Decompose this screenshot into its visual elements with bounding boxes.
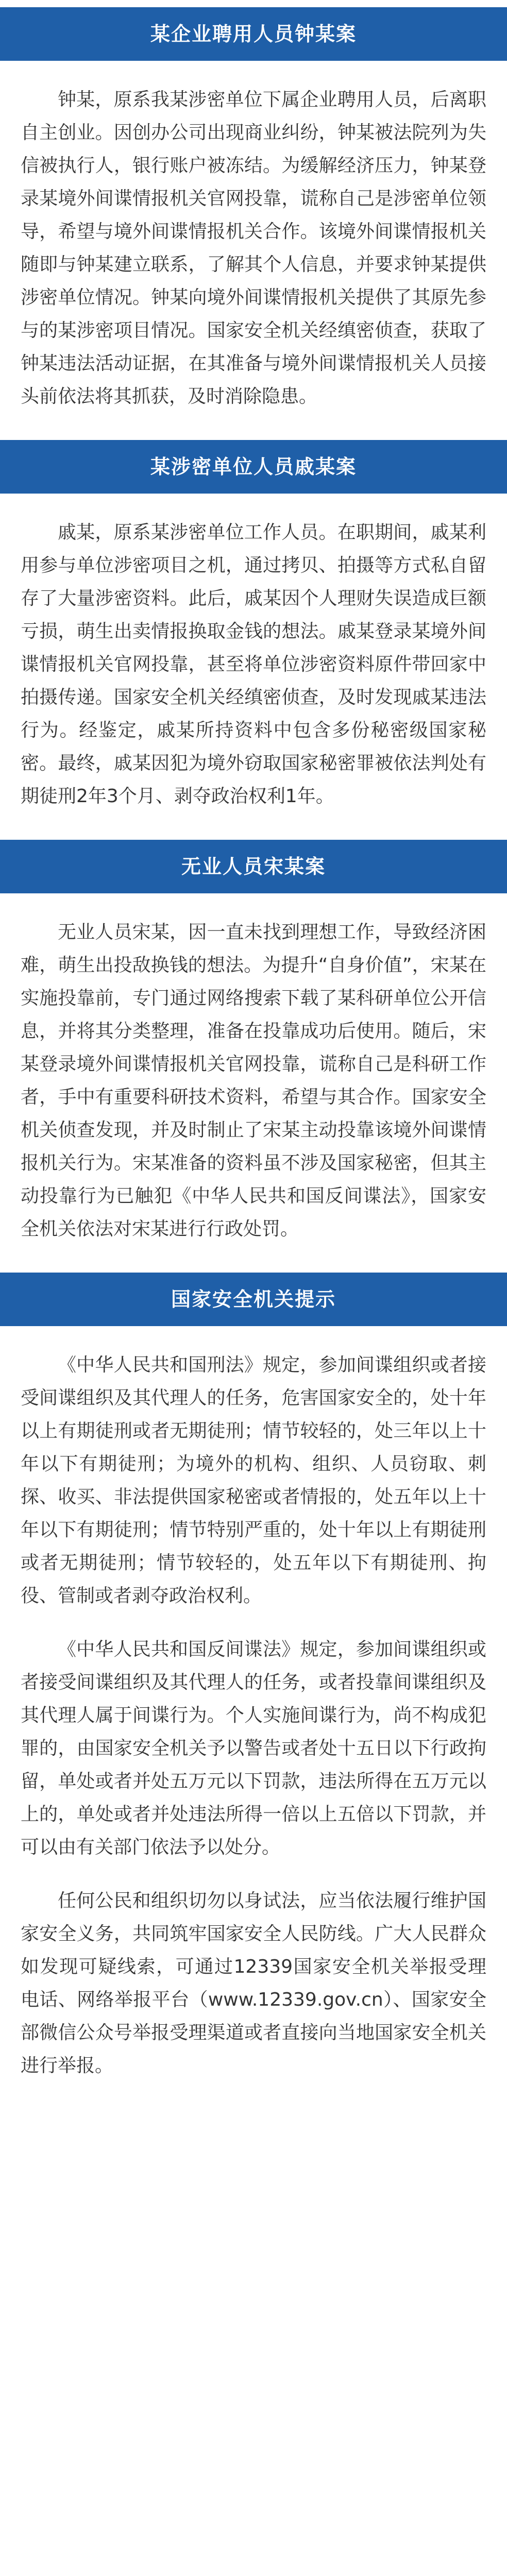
- paragraph-counter-espionage-law: 《中华人民共和国反间谍法》规定，参加间谍组织或者接受间谍组织及其代理人的任务，或者投靠间谍组织及其代理人属于间谍行为。个人实施间谍行为，尚不构成犯罪的，由国家安全机关予以警告或者处十五日以下行政拘留，单处或者并处五万元以下罚款，违法所得在五万元以上的，单处或者并处违法所得一倍以上五倍以下罚款，并可以由有关部门依法予以处分。: [21, 1639, 486, 1858]
- section-body: [0, 893, 507, 1246]
- security-tips-section: [0, 1273, 507, 2082]
- section-title: 国家安全机关提示: [0, 1273, 507, 1326]
- paragraph: 无业人员宋某，因一直未找到理想工作，导致经济困难，萌生出投敌换钱的想法。为提升“自身价值”，宋某在实施投靠前，专门通过网络搜索下载了某科研单位公开信息，并将其分类整理，准备在投靠成功后使用。随后，宋某登录境外间谍情报机关官网投靠，谎称自己是科研工作者，手中有重要科研技术资料，希望与其合作。国家安全机关侦查发现，并及时制止了宋某主动投靠该境外间谍情报机关行为。宋某准备的资料虽不涉及国家秘密，但其主动投靠行为已触犯《中华人民共和国反间谍法》，国家安全机关依法对宋某进行行政处罚。: [21, 922, 486, 1240]
- paragraph-criminal-law: 《中华人民共和国刑法》规定，参加间谍组织或者接受间谍组织及其代理人的任务，危害国家安全的，处十年以上有期徒刑或者无期徒刑；情节较轻的，处三年以上十年以下有期徒刑；为境外的机构、组织、人员窃取、刺探、收买、非法提供国家秘密或者情报的，处五年以上十年以下有期徒刑；情节特别严重的，处十年以上有期徒刑或者无期徒刑；情节较轻的，处五年以下有期徒刑、拘役、管制或者剥夺政治权利。: [21, 1354, 486, 1606]
- section-title: 某企业聘用人员钟某案: [0, 7, 507, 61]
- case-section-song: [0, 840, 507, 1246]
- section-title: 某涉密单位人员戚某案: [0, 440, 507, 494]
- paragraph: 钟某，原系我某涉密单位下属企业聘用人员，后离职自主创业。因创办公司出现商业纠纷，钟某被法院列为失信被执行人，银行账户被冻结。为缓解经济压力，钟某登录某境外间谍情报机关官网投靠，谎称自己是涉密单位领导，希望与境外间谍情报机关合作。该境外间谍情报机关随即与钟某建立联系，了解其个人信息，并要求钟某提供涉密单位情况。钟某向境外间谍情报机关提供了其原先参与的某涉密项目情况。国家安全机关经缜密侦查，获取了钟某违法活动证据，在其准备与境外间谍情报机关人员接头前依法将其抓获，及时消除隐患。: [21, 89, 486, 407]
- section-body: [0, 61, 507, 413]
- case-section-zhong: [0, 7, 507, 413]
- paragraph: 戚某，原系某涉密单位工作人员。在职期间，戚某利用参与单位涉密项目之机，通过拷贝、拍摄等方式私自留存了大量涉密资料。此后，戚某因个人理财失误造成巨额亏损，萌生出卖情报换取金钱的想法。戚某登录某境外间谍情报机关官网投靠，甚至将单位涉密资料原件带回家中拍摄传递。国家安全机关经缜密侦查，及时发现戚某违法行为。经鉴定，戚某所持资料中包含多份秘密级国家秘密。最终，戚某因犯为境外窃取国家秘密罪被依法判处有期徒刑2年3个月、剥夺政治权利1年。: [21, 522, 486, 807]
- case-section-qi: [0, 440, 507, 813]
- section-body: [0, 494, 507, 813]
- section-title: 无业人员宋某案: [0, 840, 507, 893]
- section-body: [0, 1326, 507, 2082]
- paragraph-reporting-channels: 任何公民和组织切勿以身试法，应当依法履行维护国家安全义务，共同筑牢国家安全人民防线。广大人民群众如发现可疑线索，可通过12339国家安全机关举报受理电话、网络举报平台（www.12339.gov.cn）、国家安全部微信公众号举报受理渠道或者直接向当地国家安全机关进行举报。: [21, 1890, 486, 2076]
